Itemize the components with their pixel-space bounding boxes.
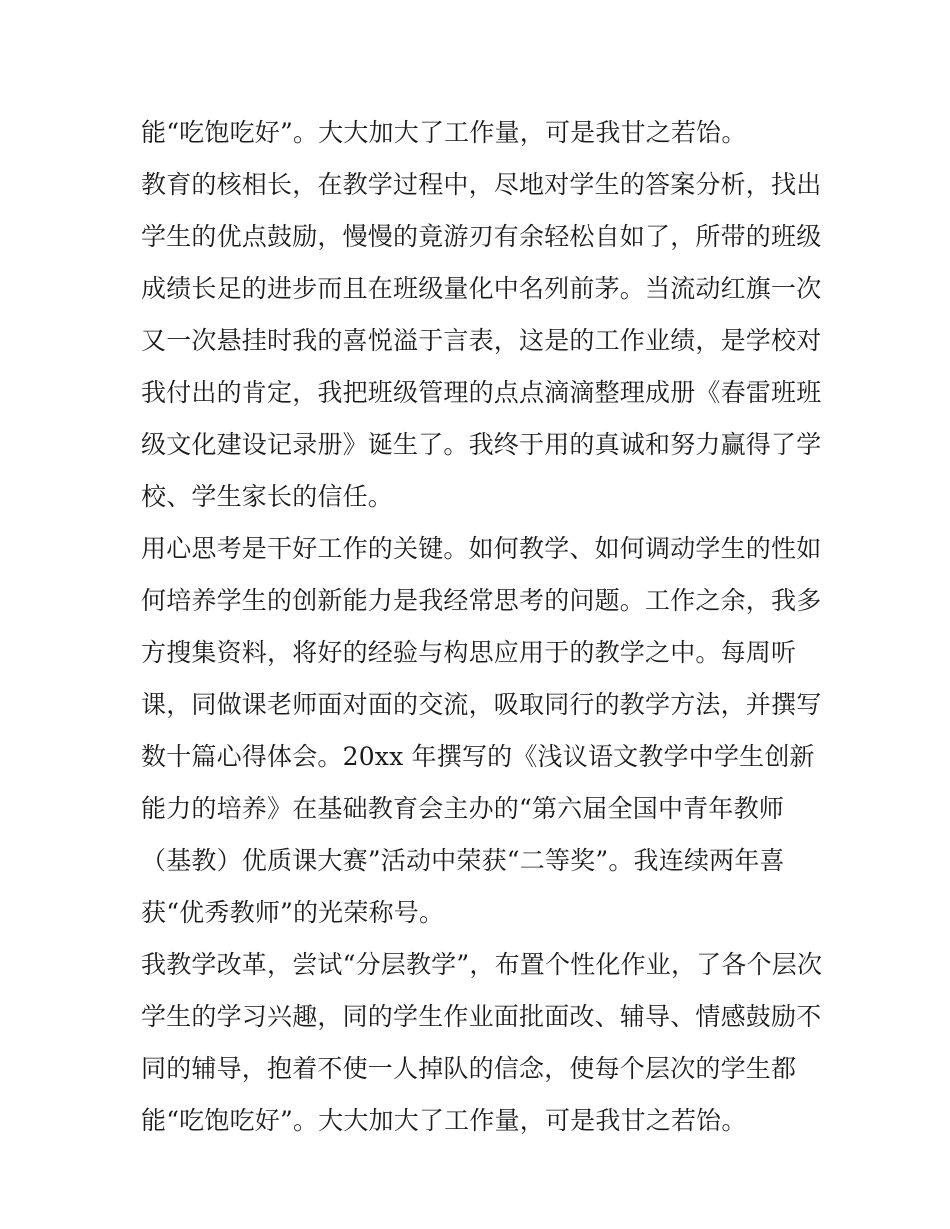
text-line: 学生的优点鼓励，慢慢的竟游刃有余轻松自如了，所带的班级 <box>141 222 822 251</box>
text-line: 数十篇心得体会。20xx 年撰写的《浅议语文教学中学生创新 <box>141 742 815 771</box>
text-line: 课，同做课老师面对面的交流，吸取同行的教学方法，并撰写 <box>141 690 822 719</box>
text-line: 能“吃饱吃好”。大大加大了工作量，可是我甘之若饴。 <box>141 118 747 147</box>
text-line: 能“吃饱吃好”。大大加大了工作量，可是我甘之若饴。 <box>141 1106 747 1135</box>
text-line: 成绩长足的进步而且在班级量化中名列前茅。当流动红旗一次 <box>141 274 822 303</box>
text-line: 用心思考是干好工作的关键。如何教学、如何调动学生的性如 <box>141 534 822 563</box>
text-line: 又一次悬挂时我的喜悦溢于言表，这是的工作业绩，是学校对 <box>141 326 822 355</box>
text-line: 我教学改革，尝试“分层教学”，布置个性化作业，了各个层次 <box>141 950 823 979</box>
text-line: 教育的核相长，在教学过程中，尽地对学生的答案分析，找出 <box>141 170 822 199</box>
document-body <box>141 107 831 1147</box>
text-line: 何培养学生的创新能力是我经常思考的问题。工作之余，我多 <box>141 586 822 615</box>
text-line: 级文化建设记录册》诞生了。我终于用的真诚和努力赢得了学 <box>141 430 822 459</box>
text-line: 校、学生家长的信任。 <box>141 482 394 511</box>
text-line: 同的辅导，抱着不使一人掉队的信念，使每个层次的学生都 <box>141 1054 797 1083</box>
text-line: 学生的学习兴趣，同的学生作业面批面改、辅导、情感鼓励不 <box>141 1002 822 1031</box>
text-line: （基教）优质课大赛”活动中荣获“二等奖”。我连续两年喜 <box>141 846 785 875</box>
text-line: 我付出的肯定，我把班级管理的点点滴滴整理成册《春雷班班 <box>141 378 822 407</box>
text-line: 方搜集资料，将好的经验与构思应用于的教学之中。每周听 <box>141 638 797 667</box>
text-line: 获“优秀教师”的光荣称号。 <box>141 898 445 927</box>
text-line: 能力的培养》在基础教育会主办的“第六届全国中青年教师 <box>141 794 784 823</box>
